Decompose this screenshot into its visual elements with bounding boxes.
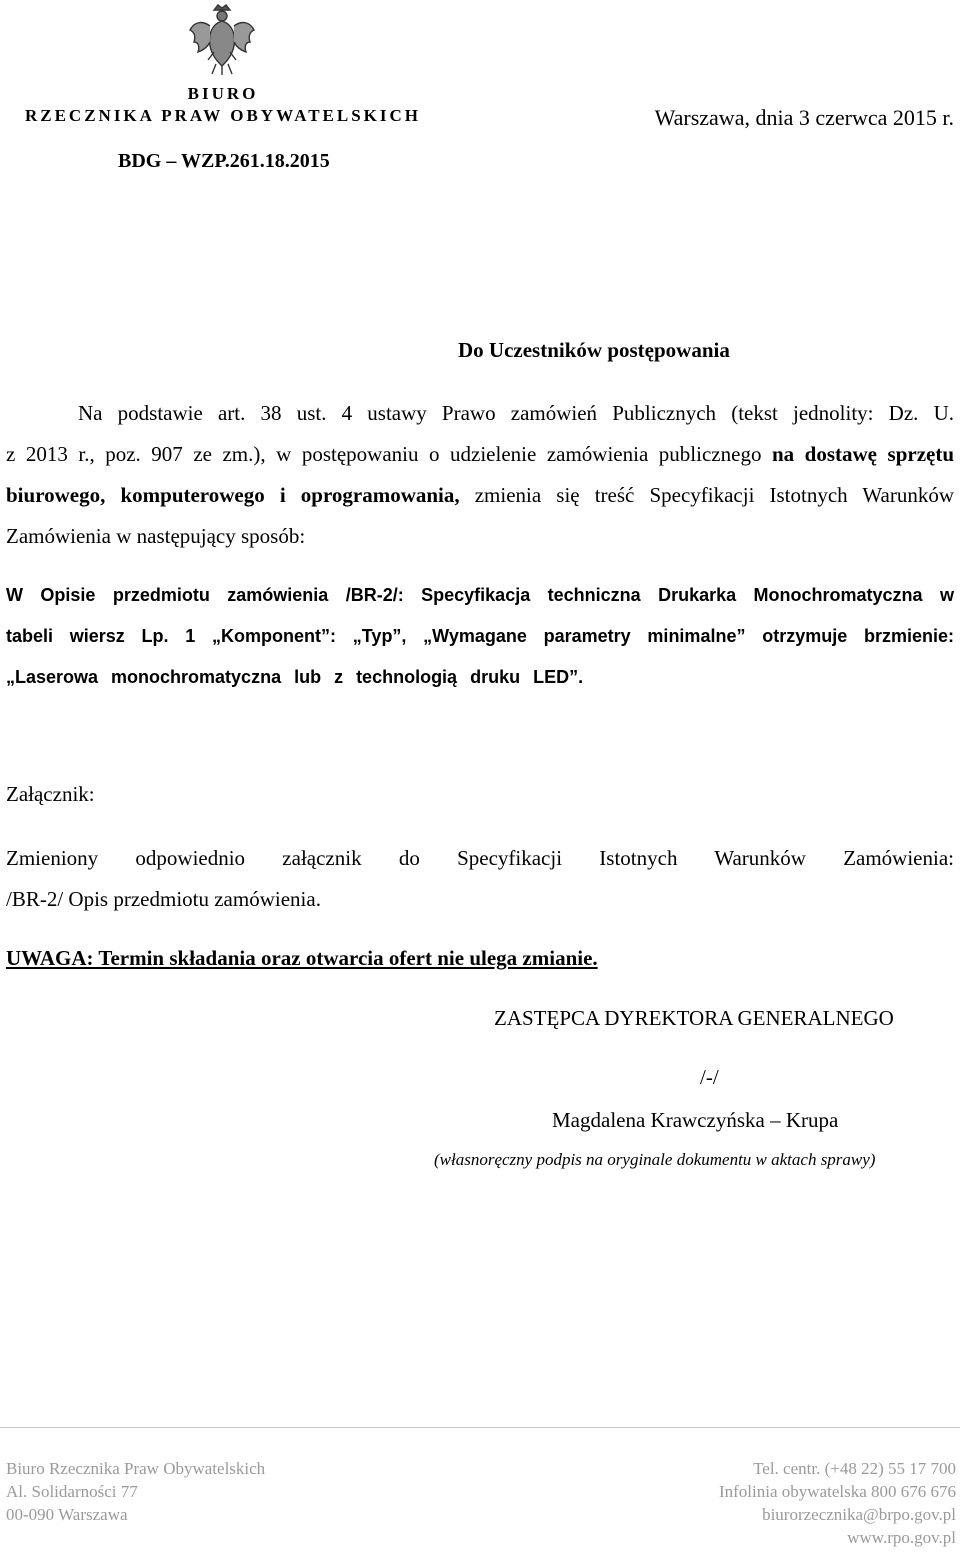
signatory-name: Magdalena Krawczyńska – Krupa [552, 1108, 839, 1132]
reference-number: BDG – WZP.261.18.2015 [118, 150, 330, 172]
footer-address [6, 1457, 265, 1526]
intro-paragraph-text-b: zmienia się treść Specyfikacji Istotnych Warunków Zamówienia w następujący sposób: [6, 483, 955, 548]
footer-address-line: Al. Solidarności 77 [6, 1482, 138, 1501]
attachment-paragraph [6, 838, 954, 920]
footer-website: www.rpo.gov.pl [847, 1528, 956, 1547]
footer-phone: Tel. centr. (+48 22) 55 17 700 [753, 1459, 956, 1478]
change-paragraph: W Opisie przedmiotu zamówienia /BR-2/: Specyfikacja techniczna Drukarka Monochromatyczna w tabeli wiersz Lp. 1 „Komponent”: „Typ”, „Wymagane parametry minimalne” otrzymuje brzmienie: „Laserowa monochromatyczna lub z technologią druku LED”. [6, 585, 954, 687]
attachment-heading: Załącznik: [6, 782, 95, 806]
intro-paragraph-line1: Na podstawie art. 38 ust. 4 ustawy Prawo zamówień Publicznych (tekst jednolity: Dz. U. [78, 401, 954, 425]
intro-paragraph-subject: na dostawę sprzętu biurowego, komputerowego i oprogramowania, [6, 442, 955, 507]
footer-email: biurorzecznika@brpo.gov.pl [762, 1505, 956, 1524]
footer-address-line: 00-090 Warszawa [6, 1505, 128, 1524]
eagle-emblem-icon [188, 2, 256, 76]
office-name-line2: RZECZNIKA PRAW OBYWATELSKICH [24, 106, 422, 125]
attachment-line2: /BR-2/ Opis przedmiotu zamówienia. [6, 887, 321, 911]
warning-notice: UWAGA: Termin składania oraz otwarcia ofert nie ulega zmianie. [6, 946, 598, 970]
footer-contact [719, 1457, 956, 1549]
signatory-title: ZASTĘPCA DYREKTORA GENERALNEGO [494, 1006, 894, 1030]
date-line: Warszawa, dnia 3 czerwca 2015 r. [654, 105, 954, 130]
attachment-line1: Zmieniony odpowiednio załącznik do Specyfikacji Istotnych Warunków Zamówienia: [6, 846, 954, 870]
intro-paragraph-text-a: z 2013 r., poz. 907 ze zm.), w postępowaniu o udzielenie zamówienia publicznego [6, 442, 772, 466]
footer-divider [0, 1427, 960, 1428]
office-name-line1: BIURO [187, 84, 259, 103]
footer-hotline: Infolinia obywatelska 800 676 676 [718, 1482, 956, 1501]
addressee: Do Uczestników postępowania [458, 338, 730, 362]
signature-note: (własnoręczny podpis na oryginale dokumentu w aktach sprawy) [434, 1150, 876, 1169]
signature-mark: /-/ [700, 1065, 719, 1089]
footer-address-line: Biuro Rzecznika Praw Obywatelskich [6, 1459, 266, 1478]
intro-paragraph [6, 393, 954, 557]
